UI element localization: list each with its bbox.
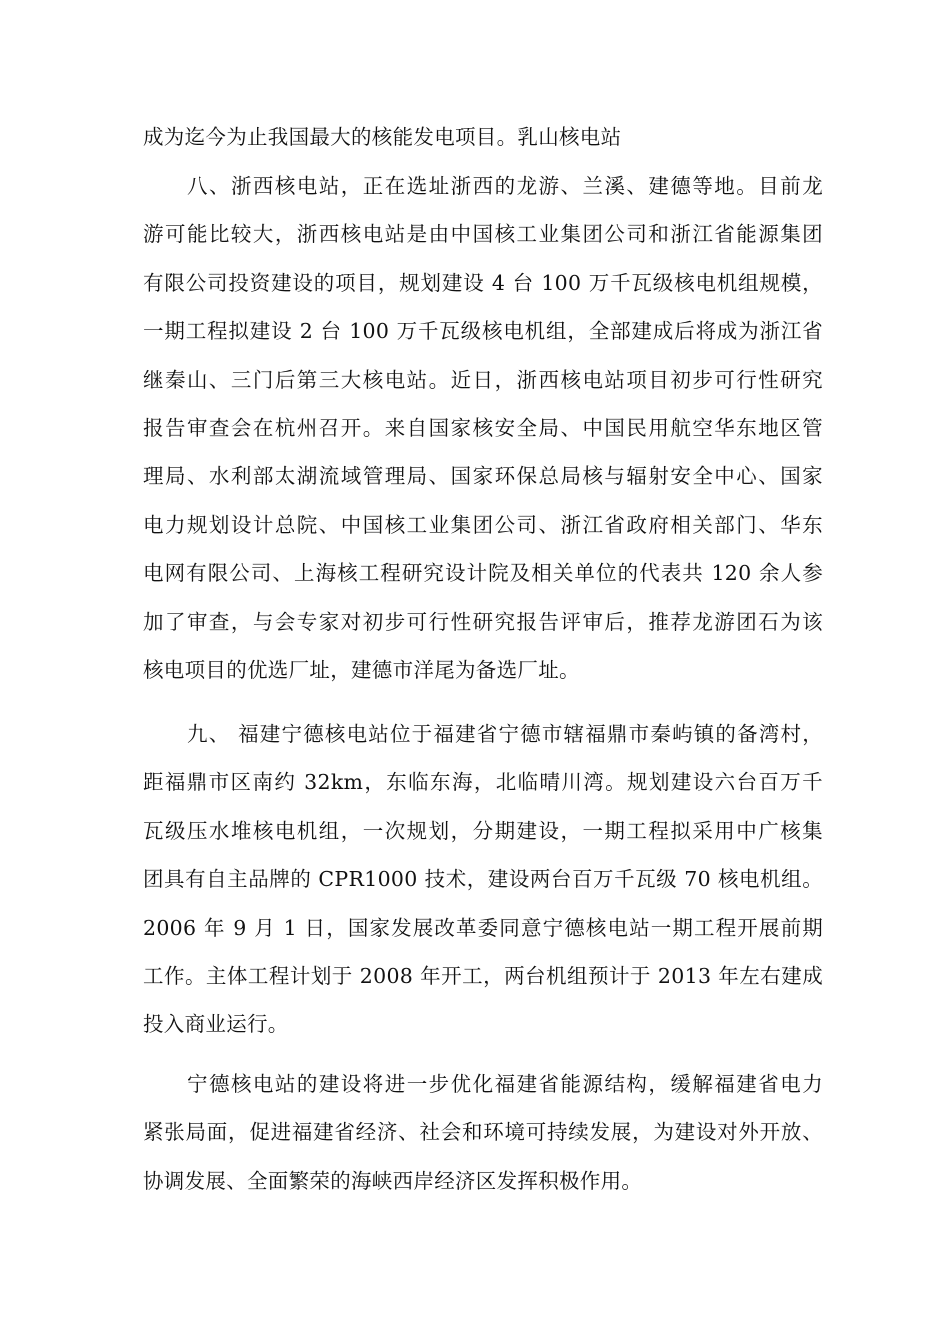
paragraph-ningde-nuclear-plant <box>143 710 823 1049</box>
text-line: 成为迄今为止我国最大的核能发电项目。乳山核电站 <box>143 125 622 149</box>
text-line: 电网有限公司、上海核工程研究设计院及相关单位的代表共 120 余人参 <box>143 561 823 586</box>
text-line: 宁德核电站的建设将进一步优化福建省能源结构，缓解福建省电力 <box>187 1072 823 1096</box>
text-line: 距福鼎市区南约 32km，东临东海，北临晴川湾。规划建设六台百万千 <box>143 770 823 795</box>
text-line: 团具有自主品牌的 CPR1000 技术，建设两台百万千瓦级 70 核电机组。 <box>143 867 823 892</box>
text-line: 瓦级压水堆核电机组，一次规划，分期建设，一期工程拟采用中广核集 <box>143 818 823 843</box>
text-line: 九、 福建宁德核电站位于福建省宁德市辖福鼎市秦屿镇的备湾村， <box>187 722 823 746</box>
text-line: 投入商业运行。 <box>143 1012 289 1037</box>
paragraph-zhexi-nuclear-plant <box>143 162 823 694</box>
text-line: 核电项目的优选厂址，建德市洋尾为备选厂址。 <box>143 657 580 682</box>
paragraph-ningde-impact <box>143 1060 823 1205</box>
text-line: 工作。主体工程计划于 2008 年开工，两台机组预计于 2013 年左右建成 <box>143 963 823 988</box>
text-line: 八、浙西核电站，正在选址浙西的龙游、兰溪、建德等地。目前龙 <box>187 174 823 198</box>
text-line: 加了审查，与会专家对初步可行性研究报告评审后，推荐龙游团石为该 <box>143 609 823 634</box>
text-line: 协调发展、全面繁荣的海峡西岸经济区发挥积极作用。 <box>143 1168 643 1193</box>
text-line: 游可能比较大，浙西核电站是由中国核工业集团公司和浙江省能源集团 <box>143 222 823 247</box>
text-line: 一期工程拟建设 2 台 100 万千瓦级核电机组，全部建成后将成为浙江省 <box>143 319 823 344</box>
text-line: 电力规划设计总院、中国核工业集团公司、浙江省政府相关部门、华东 <box>143 512 823 537</box>
text-line: 报告审查会在杭州召开。来自国家核安全局、中国民用航空华东地区管 <box>143 415 823 440</box>
text-line: 继秦山、三门后第三大核电站。近日，浙西核电站项目初步可行性研究 <box>143 367 823 392</box>
text-line: 理局、水利部太湖流域管理局、国家环保总局核与辐射安全中心、国家 <box>143 464 823 489</box>
text-line: 紧张局面，促进福建省经济、社会和环境可持续发展，为建设对外开放、 <box>143 1120 823 1145</box>
text-line: 2006 年 9 月 1 日，国家发展改革委同意宁德核电站一期工程开展前期 <box>143 915 823 940</box>
text-line: 有限公司投资建设的项目，规划建设 4 台 100 万千瓦级核电机组规模， <box>143 270 823 295</box>
paragraph-continuation <box>143 113 823 161</box>
